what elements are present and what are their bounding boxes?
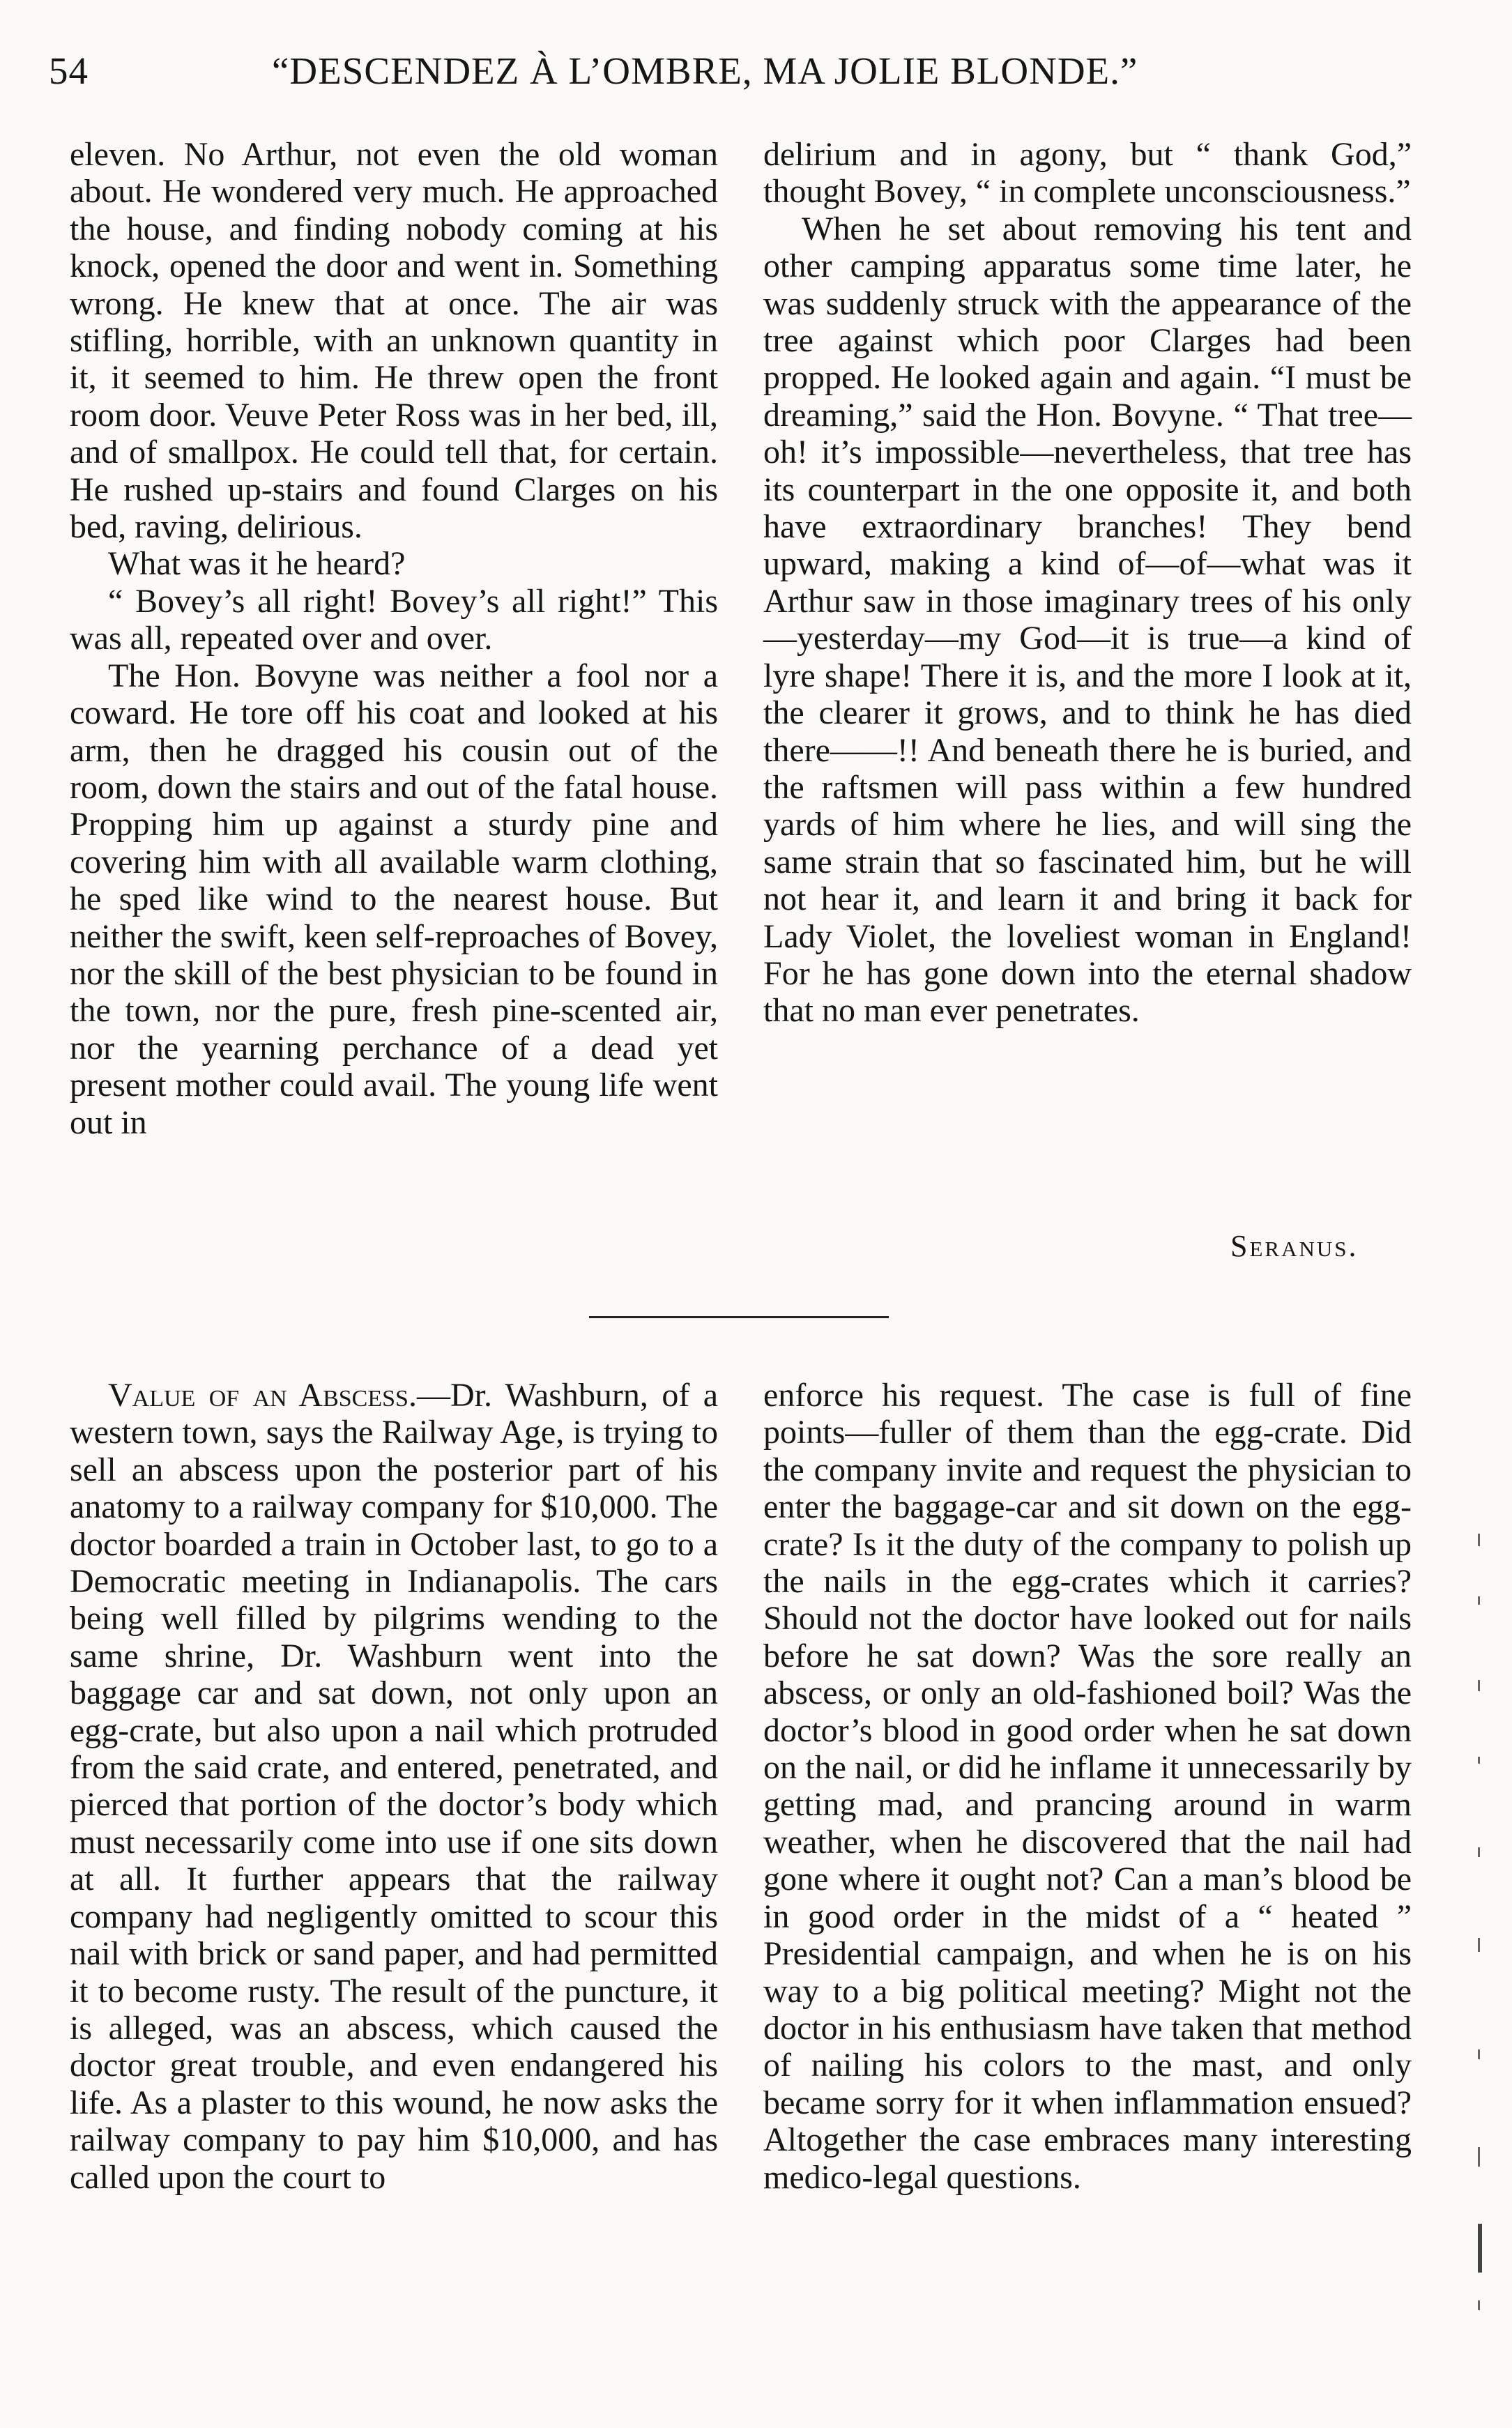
author-signature: Seranus. — [1230, 1229, 1359, 1263]
article-right-column — [763, 1377, 1412, 2196]
article-text: enforce his request. The case is full of fine points—fuller of them than the egg-crate. Did the company invite and request the physician to enter the baggage-car and sit down on the egg-crate? Is it the duty of the company to polish up the nails in the egg-crates which it carries? Should not the doctor have looked out for nails before he sat down? Was the sore really an abscess, or only an old-fashioned boil? Was the doctor’s blood in good order when he sat down on the nail, or did he inflame it unnecessarily by getting mad, and prancing around in warm weather, when he discovered that the nail had gone where it ought not? Can a man’s blood be in good order in the midst of a “ heated ” Presidential campaign, and when he is on his way to a big political meeting? Might not the doctor in his enthusiasm have taken that method of nailing his colors to the mast, and only became sorry for it when inflammation ensued? Altogether the case embraces many interesting medico-legal questions. — [763, 1377, 1412, 2196]
story-paragraph: eleven. No Arthur, not even the old woman about. He wondered very much. He approached the house, and finding nobody coming at his knock, opened the door and went in. Something wrong. He knew that at once. The air was stifling, horrible, with an unknown quantity in it, it seemed to him. He threw open the front room door. Veuve Peter Ross was in her bed, ill, and of smallpox. He could tell that, for certain. He rushed up-stairs and found Clarges on his bed, raving, delirious. — [70, 136, 718, 546]
story-right-column — [763, 136, 1412, 1030]
margin-specks — [1464, 1520, 1506, 2335]
section-divider — [589, 1316, 889, 1318]
story-paragraph: When he set about removing his tent and other camping apparatus some time later, he was suddenly struck with the appearance of the tree against which poor Clarges had been propped. He looked again and again. “I must be dreaming,” said the Hon. Bovyne. “ That tree—oh! it’s impossible—nevertheless, that tree has its counterpart in the one opposite it, and both have extraordinary branches! They bend upward, making a kind of—of—what was it Arthur saw in those imaginary trees of his only—yesterday—my God—it is true—a kind of lyre shape! There it is, and the more I look at it, the clearer it grows, and to think he has died there——!! And beneath there he is buried, and the raftsmen will pass within a few hundred yards of him where he lies, and will sing the same strain that so fascinated him, but he will not hear it, and learn it and bring it back for Lady Violet, the loveliest woman in England! For he has gone down into the eternal shadow that no man ever penetrates. — [763, 210, 1412, 1030]
article-heading: Value of an Abscess. — [108, 1377, 417, 1414]
running-title: “DESCENDEZ À L’OMBRE, MA JOLIE BLONDE.” — [272, 49, 1138, 92]
article-text: —Dr. Washburn, of a western town, says the Railway Age, is trying to sell an abscess upon the posterior part of his anatomy to a railway company for $10,000. The doctor boarded a train in October last, to go to a Democratic meeting in Indianapolis. The cars being well filled by pilgrims wending to the same shrine, Dr. Washburn went into the baggage car and sat down, not only upon an egg-crate, but also upon a nail which protruded from the said crate, and entered, penetrated, and pierced that portion of the doctor’s body which must necessarily come into use if one sits down at all. It further appears that the railway company had negligently omitted to scour this nail with brick or sand paper, and had permitted it to become rusty. The result of the puncture, it is alleged, was an abscess, which caused the doctor great trouble, and even endangered his life. As a plaster to this wound, he now asks the railway company to pay him $10,000, and has called upon the court to — [70, 1377, 718, 2196]
article-left-column — [70, 1377, 718, 2196]
story-paragraph: What was it he heard? — [108, 545, 406, 583]
story-paragraph: “ Bovey’s all right! Bovey’s all right!” This was all, repeated over and over. — [70, 582, 718, 657]
page-number: 54 — [49, 49, 89, 92]
story-paragraph: The Hon. Bovyne was neither a fool nor a coward. He tore off his coat and looked at his arm, then he dragged his cousin out of the room, down the stairs and out of the fatal house. Propping him up against a sturdy pine and covering him with all available warm clothing, he sped like wind to the nearest house. But neither the swift, keen self-reproaches of Bovey, nor the skill of the best physician to be found in the town, nor the pure, fresh pine-scented air, nor the yearning perchance of a dead yet present mother could avail. The young life went out in — [70, 657, 718, 1141]
story-left-column — [70, 136, 718, 1141]
story-paragraph: delirium and in agony, but “ thank God,” thought Bovey, “ in complete unconsciousness.” — [763, 136, 1412, 211]
running-header — [42, 49, 1422, 105]
